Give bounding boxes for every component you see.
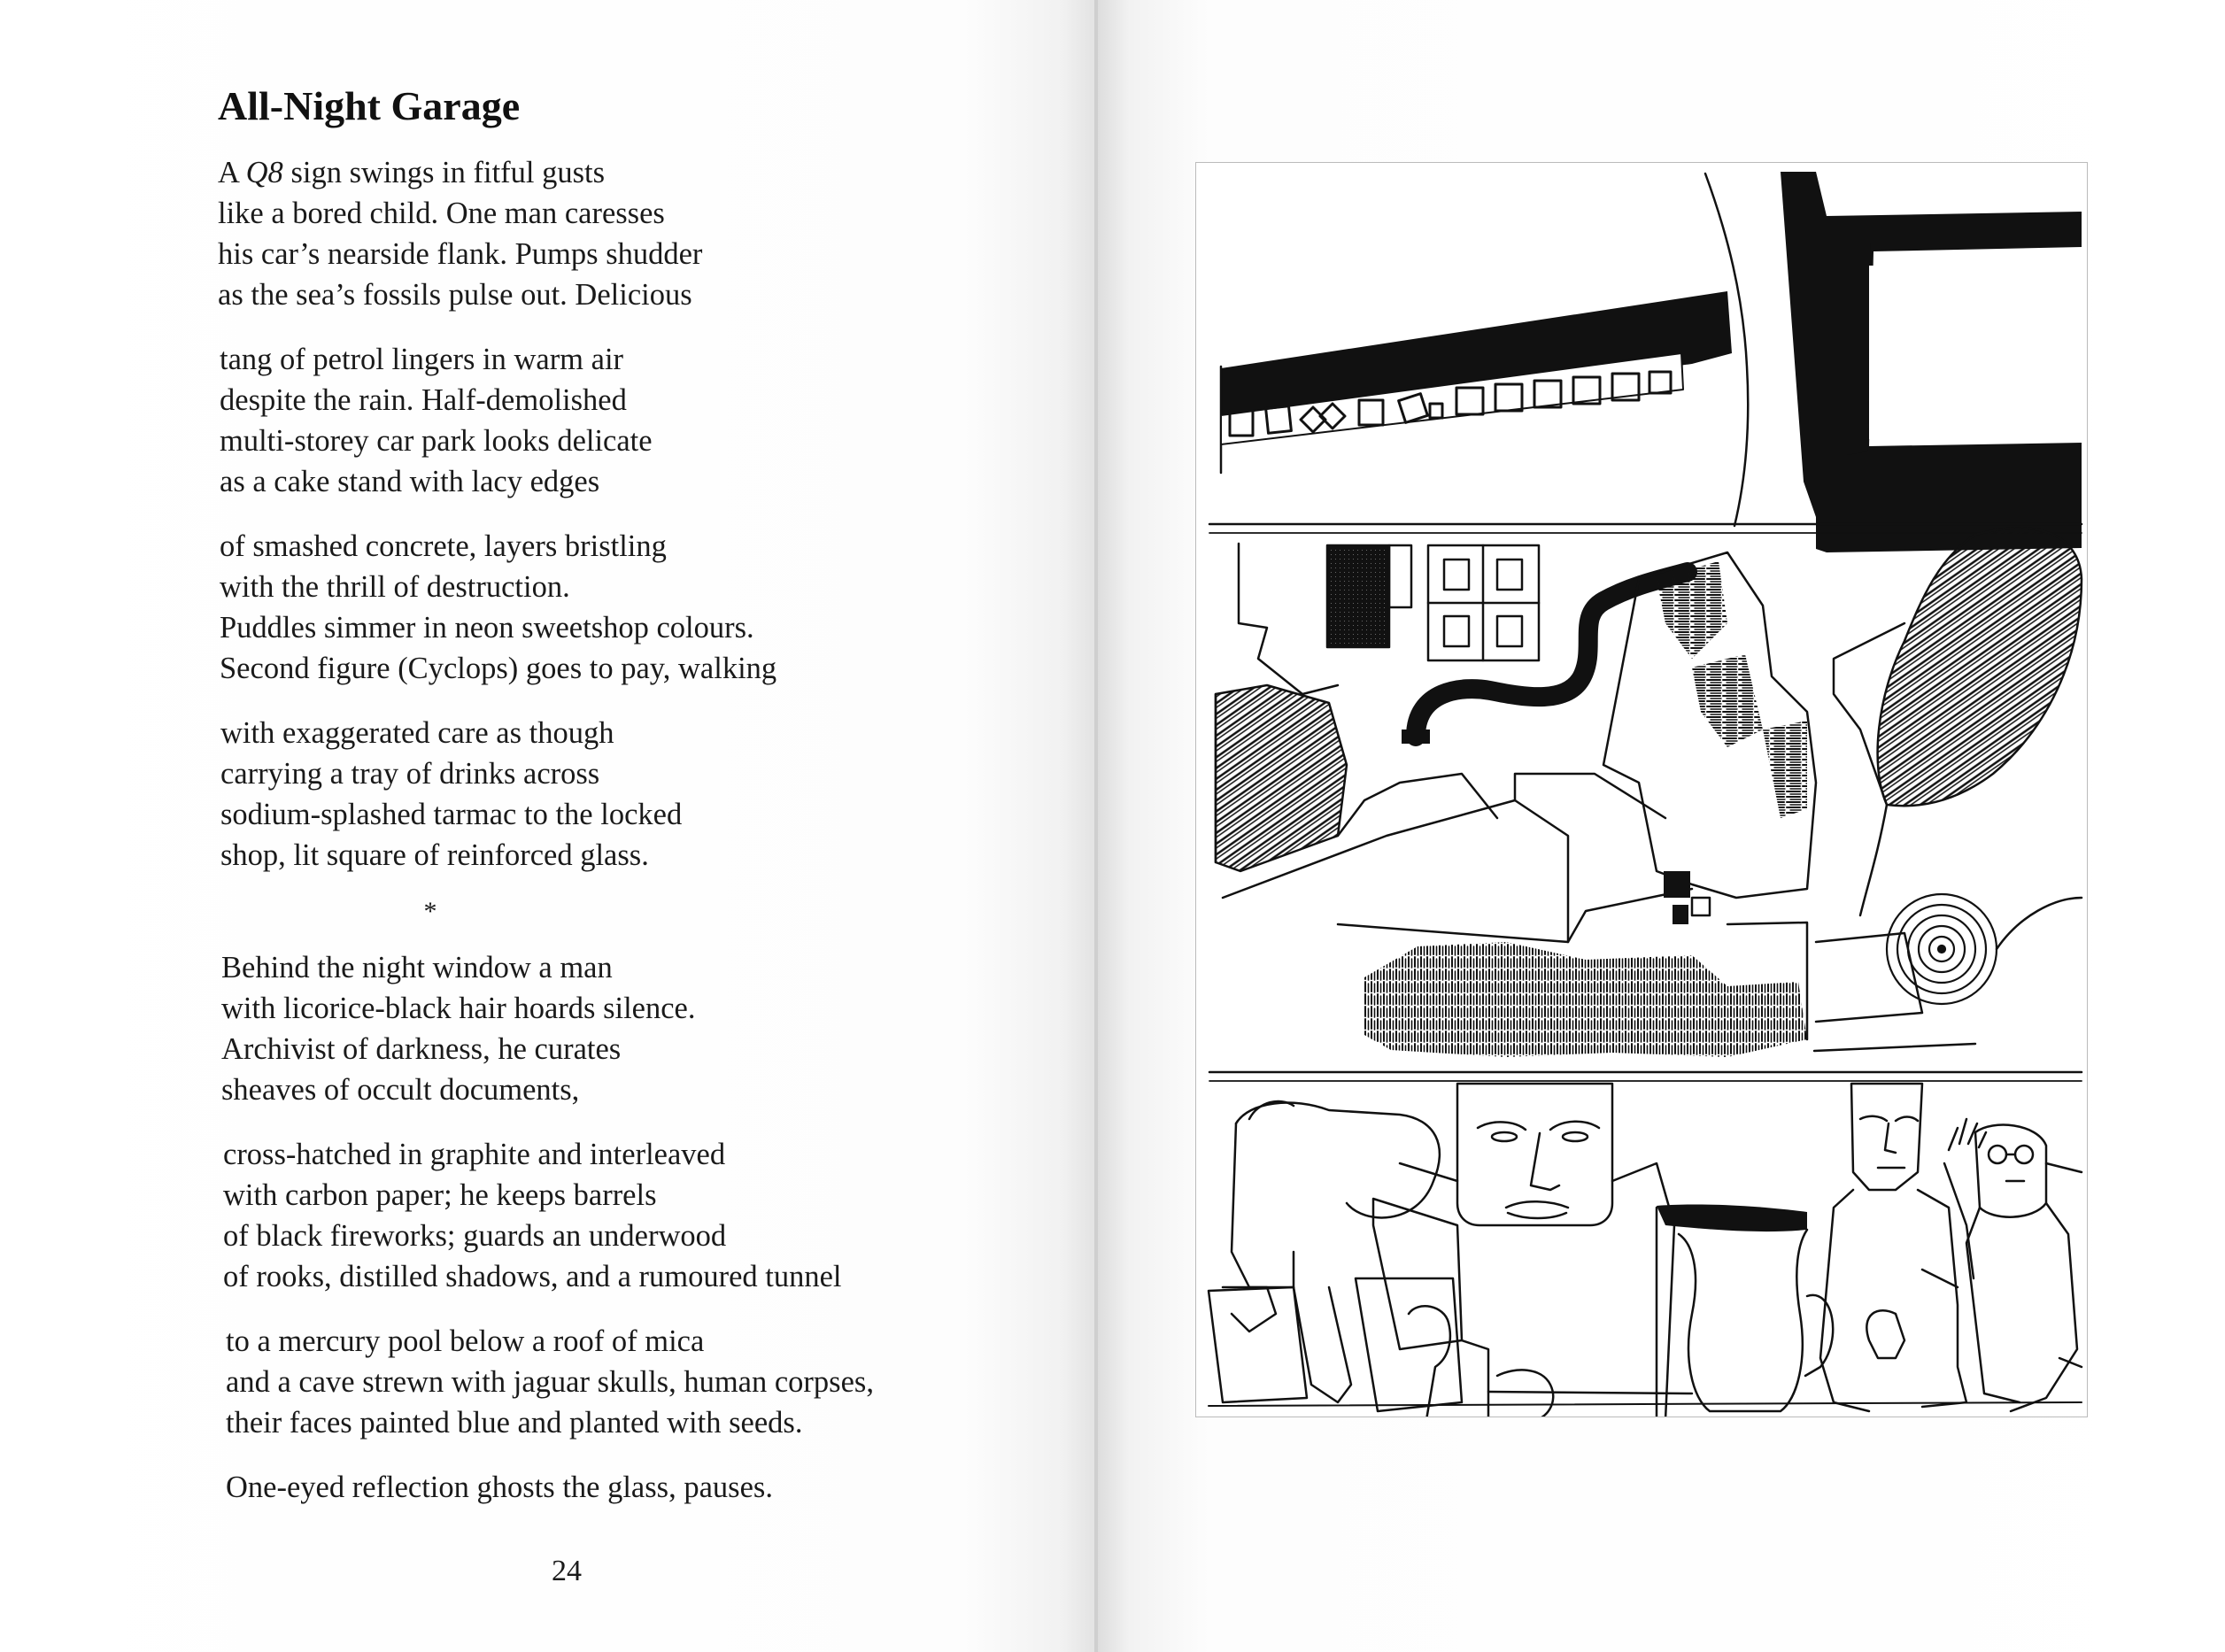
stanza — [226, 1467, 1015, 1508]
poem-line: of black fireworks; guards an underwood — [223, 1219, 727, 1253]
poem-line: their faces painted blue and planted with seeds. — [226, 1406, 803, 1440]
poem-line: his car’s nearside flank. Pumps shudder — [218, 237, 703, 271]
poem-line: sodium-splashed tarmac to the locked — [220, 798, 683, 831]
stanza — [226, 1321, 1015, 1443]
poem-line: tang of petrol lingers in warm air — [220, 343, 624, 376]
poem-line: with carbon paper; he keeps barrels — [223, 1178, 657, 1212]
poem-line: Archivist of darkness, he curates — [221, 1032, 622, 1066]
middle-panel — [1216, 528, 2082, 1057]
stanza — [223, 1134, 1015, 1297]
poem-line: despite the rain. Half-demolished — [220, 383, 627, 417]
poem-line: like a bored child. One man caresses — [218, 197, 665, 230]
stanza — [221, 947, 1015, 1110]
book-gutter — [1094, 0, 1098, 1652]
top-panel — [1221, 172, 2082, 552]
poem-title: All-Night Garage — [218, 83, 521, 128]
ink-illustration — [1195, 162, 2088, 1417]
stanza — [220, 526, 1015, 689]
poem-line: as a cake stand with lacy edges — [220, 465, 600, 498]
poem-body — [218, 152, 1015, 1532]
section-break-asterisk: * — [423, 897, 437, 926]
poem-line: sheaves of occult documents, — [221, 1073, 580, 1107]
poem-line: to a mercury pool below a roof of mica — [226, 1324, 705, 1358]
poem-line: cross-hatched in graphite and interleaved — [223, 1138, 726, 1171]
poem-line: multi-storey car park looks delicate — [220, 424, 653, 458]
bottom-panel — [1209, 1084, 2082, 1417]
poem-line: as the sea’s fossils pulse out. Delicious — [218, 278, 692, 312]
stanza — [220, 713, 1015, 876]
poem-line: Puddles simmer in neon sweetshop colours. — [220, 611, 754, 645]
poem-line: Behind the night window a man — [221, 951, 613, 984]
stanza — [218, 152, 1015, 315]
page-number: 24 — [552, 1555, 582, 1587]
poem-line: A Q8 sign swings in fitful gusts — [218, 156, 606, 189]
poem-line: and a cave strewn with jaguar skulls, human corpses, — [226, 1365, 874, 1399]
poem-line: with licorice-black hair hoards silence. — [221, 992, 696, 1025]
poem-line: with exaggerated care as though — [220, 716, 614, 750]
poem-line: of rooks, distilled shadows, and a rumoured tunnel — [223, 1260, 842, 1293]
poem-line: with the thrill of destruction. — [220, 570, 570, 604]
poem-line: carrying a tray of drinks across — [220, 757, 600, 791]
poem-line: One-eyed reflection ghosts the glass, pauses. — [226, 1471, 773, 1504]
poem-line: Second figure (Cyclops) goes to pay, walking — [220, 652, 777, 685]
stanza — [220, 339, 1015, 502]
poem-line: of smashed concrete, layers bristling — [220, 529, 667, 563]
poem-line: shop, lit square of reinforced glass. — [220, 838, 649, 872]
